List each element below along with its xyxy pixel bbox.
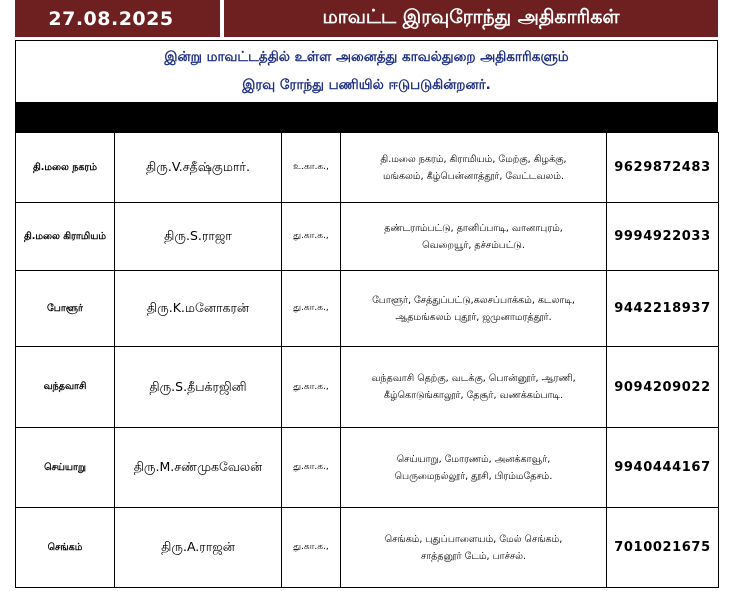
coverage-cell (341, 428, 607, 508)
coverage-line: மங்கலம், கீழ்பென்னாத்தூர், வேட்டவலம். (383, 170, 564, 182)
coverage-cell (341, 347, 607, 428)
table-row (16, 428, 719, 508)
coverage-line: போளூர், சேத்துப்பட்டு,கலசப்பாக்கம், கடலாடி, (372, 294, 575, 306)
coverage-line: செங்கம், புதுப்பாளையம், மேல் செங்கம், (384, 533, 563, 545)
table-row (16, 271, 719, 347)
phone-cell: 9442218937 (607, 271, 719, 347)
table-row (16, 508, 719, 588)
coverage-line: ஆதமங்கலம் புதூர், ஜமுனாமரத்தூர். (395, 311, 552, 323)
phone-cell: 9940444167 (607, 428, 719, 508)
page-title: மாவட்ட இரவுரோந்து அதிகாரிகள் (322, 6, 620, 28)
coverage-line: செய்யாறு, மோரணம், அனக்காவூர், (396, 453, 551, 465)
coverage-cell (341, 508, 607, 588)
coverage-line: சாத்தனூர் டேம், பாச்சல். (420, 550, 527, 562)
coverage-line: தண்டராம்பட்டு, தானிப்பாடி, வானாபுரம், (384, 222, 563, 234)
header-banner (15, 0, 718, 37)
area-cell: போளூர் (16, 271, 115, 347)
notice-box (15, 40, 718, 102)
officer-name-cell: திரு.V.சதீஷ்குமார். (115, 133, 282, 203)
officer-name-cell: திரு.K.மனோகரன் (115, 271, 282, 347)
phone-cell: 7010021675 (607, 508, 719, 588)
coverage-line: வந்தவாசி தெற்கு, வடக்கு, பொன்னூர், ஆரணி, (371, 373, 576, 384)
area-cell: தி.மலை நகரம் (16, 133, 115, 203)
date-label: 27.08.2025 (48, 7, 174, 30)
area-cell: செங்கம் (16, 508, 115, 588)
rank-cell: து.கா.க., (282, 271, 341, 347)
area-cell: செய்யாறு (16, 428, 115, 508)
coverage-line: வெறையூர், தச்சம்பட்டு. (422, 239, 525, 251)
notice-line-1: இன்று மாவட்டத்தில் உள்ள அனைத்து காவல்துறை அதிகாரிகளும் (164, 49, 569, 65)
table-row (16, 347, 719, 428)
rank-cell: து.கா.க., (282, 347, 341, 428)
table-row (16, 203, 719, 271)
coverage-line: பெருமைநல்லூர், தூசி, பிரம்மதேசம். (394, 470, 553, 482)
coverage-cell (341, 203, 607, 271)
area-cell: வந்தவாசி (16, 347, 115, 428)
officer-name-cell: திரு.S.ராஜா (115, 203, 282, 271)
rank-cell: து.கா.க., (282, 203, 341, 271)
rank-cell: உ.கா.க., (282, 133, 341, 203)
table-row (16, 133, 719, 203)
officer-name-cell: திரு.M.சண்முகவேலன் (115, 428, 282, 508)
coverage-line: கீழ்கொடுங்காலூர், தேசூர், வணக்கம்பாடி. (383, 390, 564, 401)
rank-cell: து.கா.க., (282, 428, 341, 508)
coverage-cell (341, 271, 607, 347)
notice-line-2: இரவு ரோந்து பணியில் ஈடுபடுகின்றனர். (242, 77, 491, 93)
phone-cell: 9629872483 (607, 133, 719, 203)
phone-cell: 9094209022 (607, 347, 719, 428)
coverage-line: தி.மலை நகரம், கிராமியம், மேற்கு, கிழக்கு, (380, 153, 567, 165)
table-header-bar (15, 102, 718, 132)
officers-table (15, 132, 719, 588)
rank-cell: து.கா.க., (282, 508, 341, 588)
phone-cell: 9994922033 (607, 203, 719, 271)
coverage-cell (341, 133, 607, 203)
area-cell: தி.மலை கிராமியம் (16, 203, 115, 271)
officer-name-cell: திரு.A.ராஜன் (115, 508, 282, 588)
officer-name-cell: திரு.S.தீபக்ரஜினி (115, 347, 282, 428)
